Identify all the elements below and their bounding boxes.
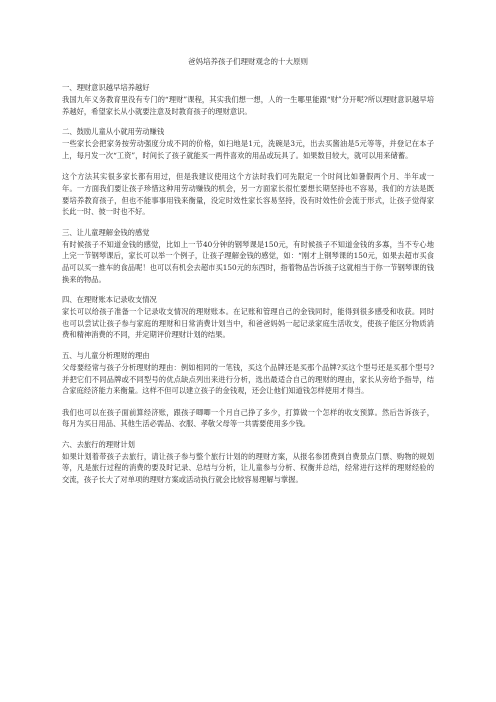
- section-heading: 二、鼓励儿童从小就用劳动赚钱: [62, 127, 165, 137]
- section-paragraph: 我们也可以在孩子面前算经济账，跟孩子唧唧一个月自己挣了多少，打算做一个怎样的收支预算。然后告诉孩子，每月为买日用品、其他生活必需品、衣服、孝敬父母等一共需要使用多少钱。: [62, 407, 434, 429]
- section-paragraph: 一些家长会把家务按劳动强度分成不同的价格，如扫地是1元，洗碗是3元，出去买酱油是5元等等，并登记在本子上，每月发一次“工资”，时间长了孩子就能买一两件喜欢的用品或玩具了。如果数目较大，就可以用来储蓄。: [62, 139, 434, 160]
- document-title: 爸妈培养孩子们理财观念的十大原则: [188, 57, 308, 66]
- section-3: [62, 227, 434, 285]
- section-2: [62, 126, 434, 218]
- document-body: [62, 82, 434, 495]
- section-paragraph: 有时候孩子不知道金钱的感觉，比如上一节40分钟的钢琴课是150元，有时候孩子不知道金钱的多寡，当不专心地上完一节钢琴课后，家长可以举一个例子，让孩子理解金钱的感觉，如：“刚才上钢琴课的150元，如果去超市买食品可以买一推车的食品呢！也可以有机会去超市买150元的东西时，指着物品告诉孩子这就相当于你一节钢琴课的钱换来的物品。: [62, 239, 434, 284]
- section-heading: 四、在理财账本记录收支情况: [62, 295, 157, 305]
- section-heading: 一、理财意识越早培养越好: [62, 83, 150, 92]
- section-heading: 三、让儿童理解金钱的感觉: [62, 227, 150, 237]
- section-4: [62, 294, 434, 341]
- section-heading: 五、与儿童分析理财的理由: [62, 350, 150, 360]
- section-6: [62, 439, 434, 486]
- section-heading: 六、去旅行的理财计划: [62, 439, 135, 449]
- section-paragraph: 父母要经常与孩子分析理财的理由：例如相同的一笔钱，买这个品牌还是买那个品牌?买这个型号还是买那个型号?并把它们不同品牌或不同型号的优点缺点列出来进行分析，选出最适合自己的理财的理由，家长从旁给予指导，结合家庭经济能力来衡量。这样不但可以建立孩子的金钱观，还会让他们知道钱怎样使用才得当。: [62, 362, 434, 396]
- section-5: [62, 350, 434, 430]
- section-paragraph: 这个方法其实很多家长都有用过，但是我建议使用这个方法时我们可先限定一个时间比如暑假两个月、半年或一年。一方面我们要让孩子珍惜这种用劳动赚钱的机会，另一方面家长很忙要想长期坚持也不容易，我们的方法是既要培养教育孩子，但也不能事事用钱来衡量，没定时效性家长容易坚持，没有时效性价会流于形式，让孩子觉得家长此一时、彼一时也不好。: [62, 172, 434, 217]
- section-1: [62, 82, 434, 117]
- section-paragraph: 我国九年义务教育里没有专门的“理财”课程，其实我们想一想，人的一生哪里能跟“财”分开呢?所以理财意识越早培养越好，希望家长从小就要注意及时教育孩子的理财意识。: [62, 95, 434, 116]
- section-paragraph: 家长可以给孩子准备一个记录收支情况的理财账本。在记账和管理自己的金钱同时，能得到很多感受和收获。同时也可以尝试让孩子参与家庭的理财和日常消费计划当中，和爸爸妈妈一起记录家庭生活收支，使孩子能区分物质消费和精神消费的不同，并定期评价理财计划的结果。: [62, 307, 434, 340]
- section-paragraph: 如果计划着带孩子去旅行，请让孩子参与整个旅行计划的的理财方案，从报名参团费到自费景点门票、购物的规划等，凡是旅行过程的消费的要及时记录、总结与分析，让儿童参与分析、权衡并总结，经常进行这样的理财经验的交流，孩子长大了对单项的理财方案或活动执行就会比较容易理解与掌握。: [62, 451, 434, 485]
